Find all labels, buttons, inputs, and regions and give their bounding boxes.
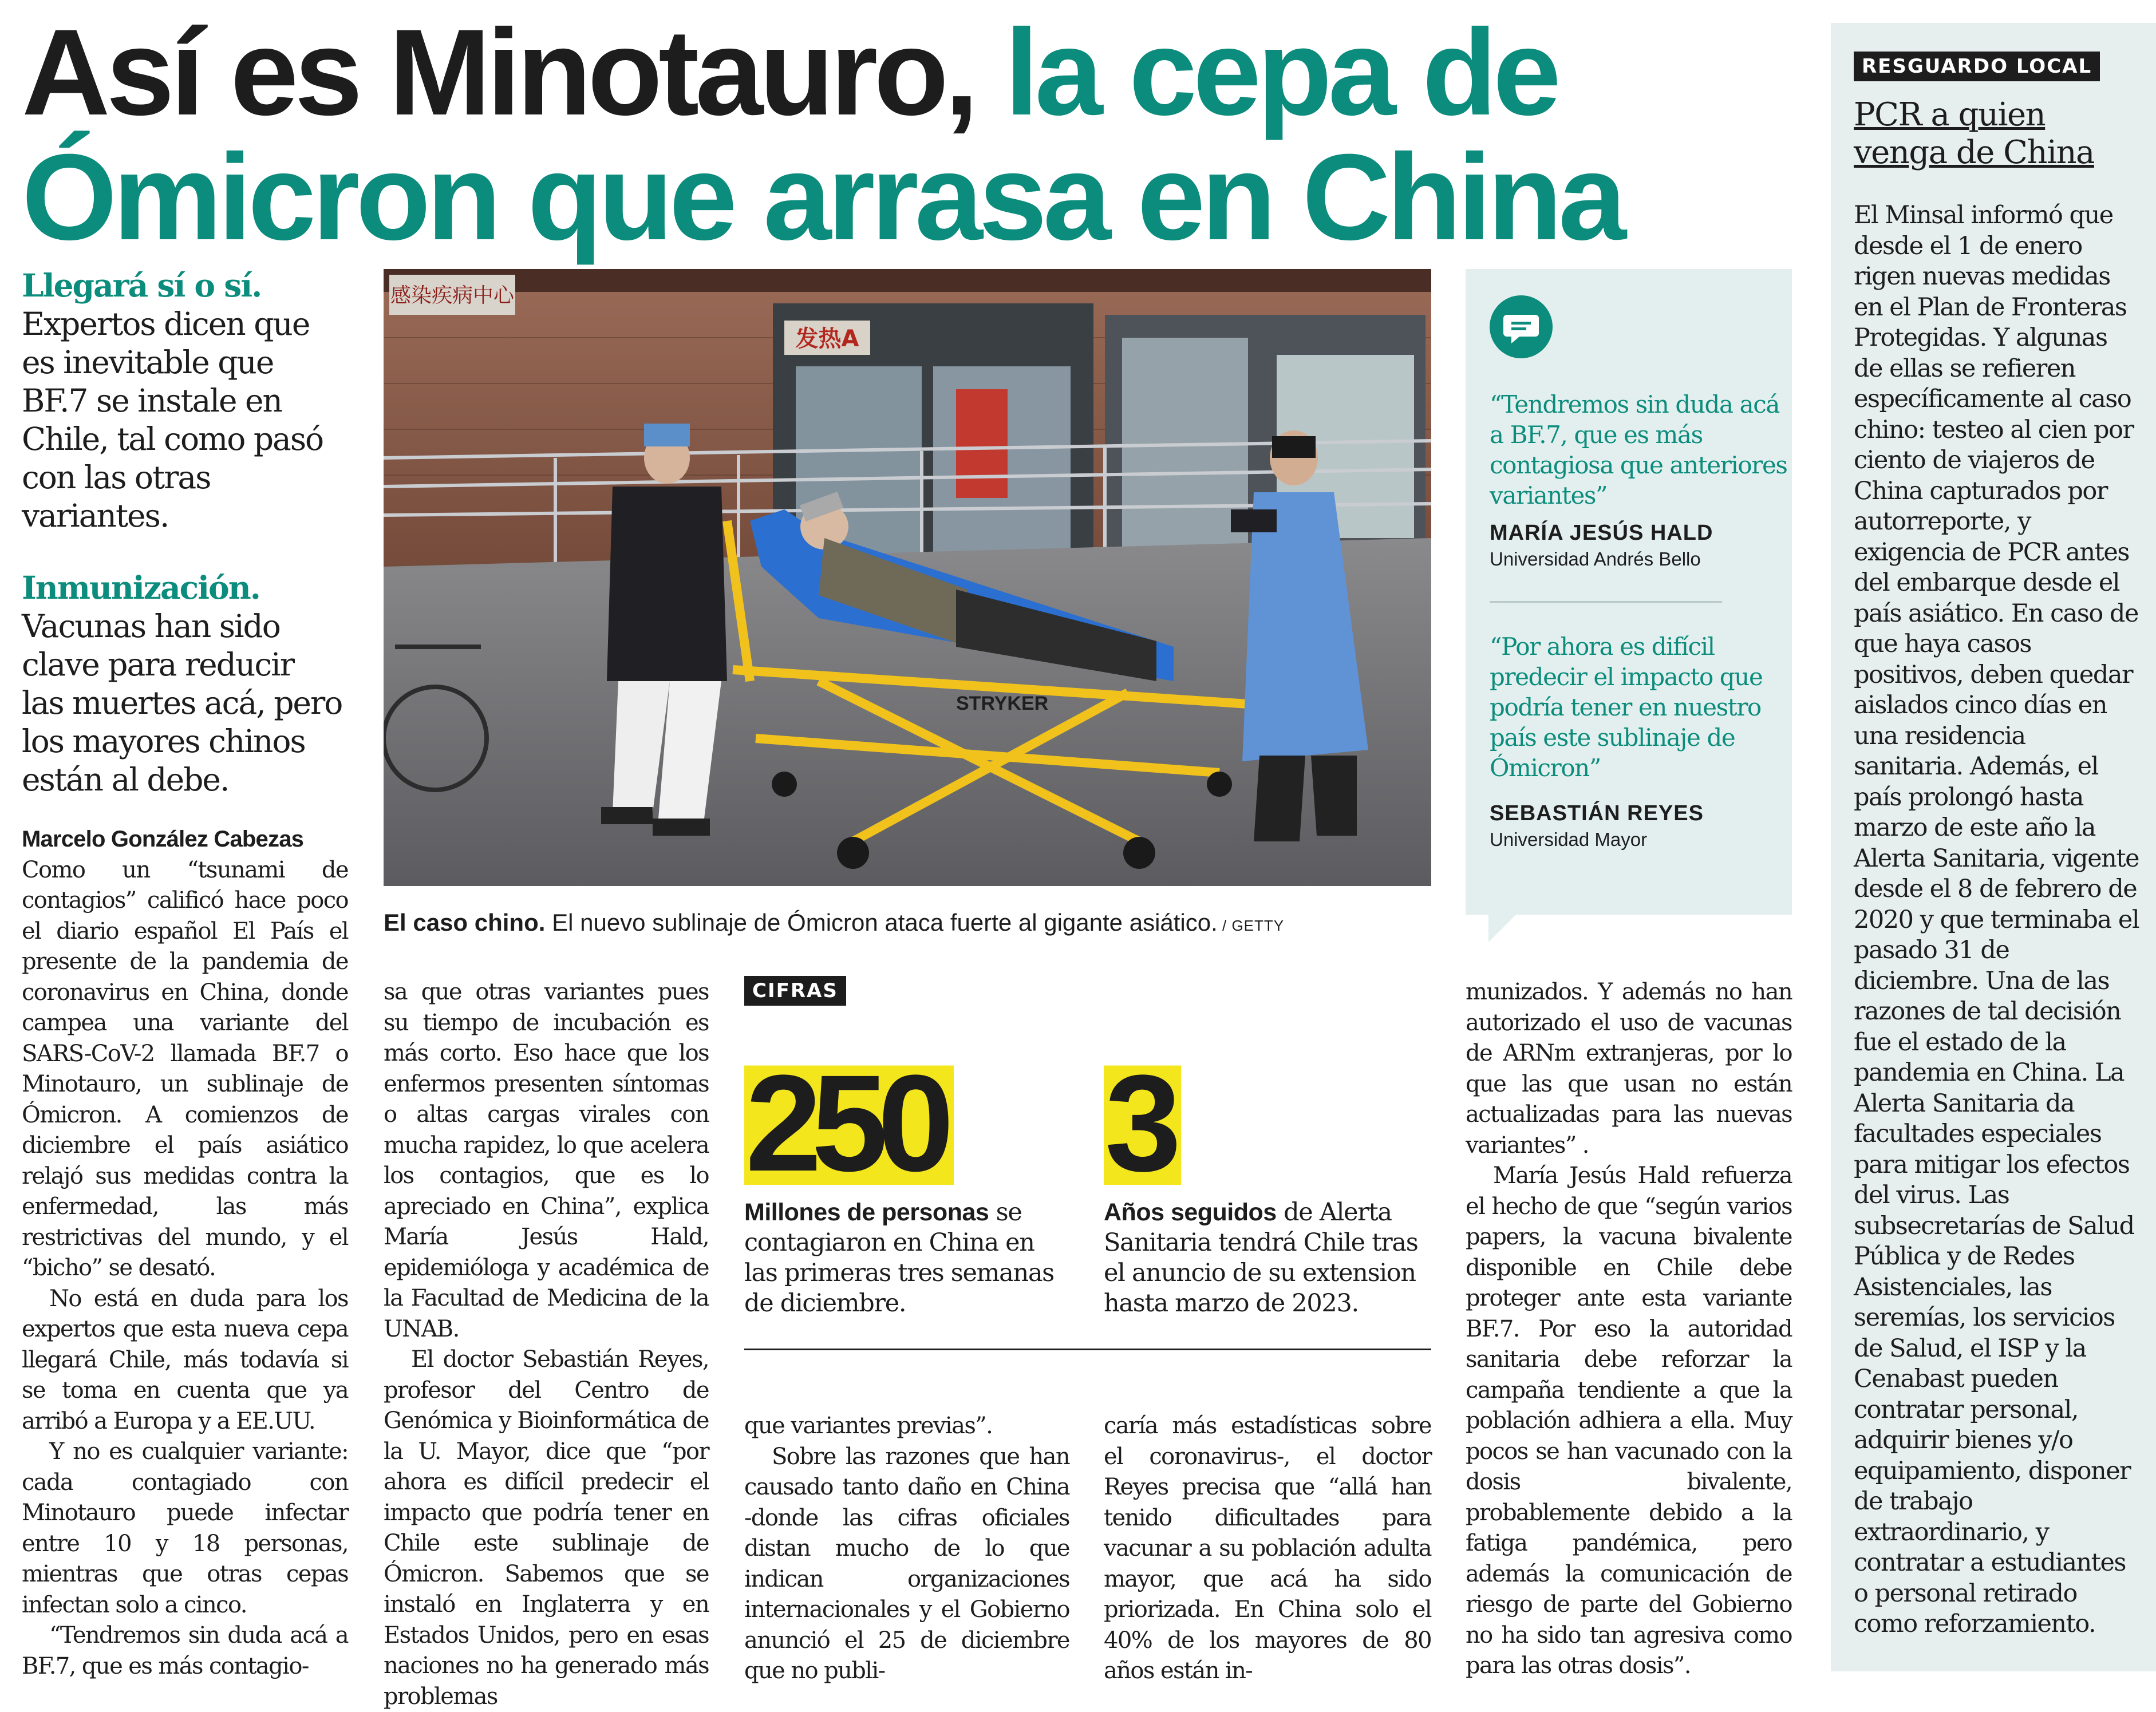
- hospital-scene-illustration: [384, 269, 1431, 886]
- stretcher-brand-text: STRYKER: [956, 693, 1049, 714]
- byline: Marcelo González Cabezas: [22, 827, 304, 852]
- article-column-5: [1466, 977, 1792, 1682]
- sidebar-title: PCR a quien venga de China: [1854, 96, 2094, 171]
- speech-bubble-icon: [1490, 295, 1553, 358]
- paragraph: No está en duda para los expertos que esta nueva cepa llegará Chile, más todavía si se toma en cuenta que ya arribó a Europa y a EE.UU.: [22, 1285, 348, 1434]
- headline-part1: Así es Minotauro,: [22, 4, 975, 141]
- quote-author-name: SEBASTIÁN REYES: [1490, 801, 1704, 825]
- stat-text: de Alerta Sanitaria tendrá Chile tras el anuncio de su extension hasta marzo de 2023.: [1104, 1198, 1418, 1318]
- article-column-1: [22, 824, 348, 1682]
- paragraph: Y no es cualquier variante: cada contagiado con Minotauro puede infectar entre 10 y 18 personas, mientras que otras cepas infectan solo a cinco.: [22, 1438, 348, 1618]
- caption-text: El nuevo sublinaje de Ómicron ataca fuerte al gigante asiático.: [545, 909, 1218, 936]
- deck-text: Vacunas han sido clave para reducir las muertes acá, pero los mayores chinos están al debe.: [22, 608, 342, 798]
- paragraph: munizados. Y además no han autorizado el uso de vacunas de ARNm extranjeras, por lo que las que usan no están actualizadas para las nuevas variantes” .: [1466, 979, 1792, 1159]
- stat-number: 250: [744, 1062, 954, 1185]
- quote-divider: [1490, 601, 1722, 603]
- headline: [22, 4, 1814, 266]
- deck-lead: Inmunización.: [22, 569, 260, 606]
- paragraph: María Jesús Hald refuerza el hecho de que “según varios papers, la vacuna bivalente disponible en Chile debe proteger ante esta variante BF.7. Por eso la autoridad sanitaria debe reforzar la campaña tendiente a que la población adhiera a ella. Muy pocos se han vacunado con la dosis bivalente, probablemente debido a la fatiga pandémica, pero además la comunicación de riesgo de parte del Gobierno no ha sido tan agresiva como para las otras dosis”.: [1466, 1163, 1792, 1679]
- paragraph: Como un “tsunami de contagios” calificó hace poco el diario español El País el presente de la pandemia de coronavirus en China, donde campea una variante del SARS-CoV-2 llamada BF.7 o Minotauro, un sublinaje de Ómicron. A comienzos de diciembre el país asiático relajó sus medidas contra la enfermedad, las más restrictivas del mundo, y el “bicho” se desató.: [22, 856, 348, 1281]
- sidebar-tag: RESGUARDO LOCAL: [1854, 52, 2100, 81]
- sign-left-text: 感染疾病中心: [390, 284, 515, 307]
- sidebar-body: El Minsal informó que desde el 1 de enero rigen nuevas medidas en el Plan de Fronteras Protegidas. Y algunas de ellas se refieren específicamente al caso chino: testeo al cien por ciento de viajeros de China capturados por autorreporte, y exigencia de PCR antes del embarque desde el país asiático. En caso de que haya casos positivos, deben quedar aislados cinco días en una residencia sanitaria. Además, el país prolongó hasta marzo de este año la Alerta Sanitaria, vigente desde el 8 de febrero de 2020 y que terminaba el pasado 31 de diciembre. Una de las razones de tal decisión fue el estado de la pandemia en China. La Alerta Sanitaria da facultades especiales para mitigar los efectos del virus. Las subsecretarías de Salud Pública y de Redes Asistenciales, las seremías, los servicios de Salud, el ISP y la Cenabast pueden contratar personal, adquirir bienes y/o equipamiento, disponer de trabajo extraordinario, y contratar a estudiantes o personal retirado como reforzamiento.: [1854, 201, 2139, 1638]
- deck-lead: Llegará sí o sí.: [22, 267, 262, 304]
- deck-item: [22, 568, 342, 799]
- headline-part2: la cepa de Ómicron que arrasa en China: [22, 4, 1623, 266]
- deck-text: Expertos dicen que es inevitable que BF.7 se instale en Chile, tal como pasó con las otras variantes.: [22, 306, 323, 534]
- sign-fever-text: 发热A: [795, 326, 859, 352]
- stat-lead: Años seguidos: [1104, 1199, 1277, 1226]
- cifras-divider: [744, 1349, 1431, 1350]
- deck-item: [22, 266, 342, 535]
- stat-number-box: [1104, 1046, 1181, 1200]
- quote-author-name: MARÍA JESÚS HALD: [1490, 521, 1713, 545]
- quote-author-affiliation: Universidad Andrés Bello: [1490, 548, 1701, 570]
- paragraph: caría más estadísticas sobre el coronavirus-, el doctor Reyes precisa que “allá han tenido dificultades para vacunar a su población adulta mayor, que acá ha sido priorizada. En China solo el 40% de los mayores de 80 años están in-: [1104, 1413, 1431, 1684]
- paragraph: “Tendremos sin duda acá a BF.7, que es más contagio-: [22, 1622, 348, 1679]
- speech-bubble-glyph: [1490, 295, 1553, 358]
- quote-author-affiliation: Universidad Mayor: [1490, 829, 1648, 850]
- caption-lead: El caso chino.: [384, 909, 546, 936]
- stat-text: se contagiaron en China en las primeras tres semanas de diciembre.: [744, 1198, 1054, 1318]
- quote-text: “Por ahora es difícil predecir el impacto que podría tener en nuestro país este sublinaje de Ómicron”: [1490, 632, 1763, 782]
- stat-number: 3: [1104, 1062, 1181, 1185]
- article-column-2: [384, 977, 709, 1712]
- news-photo: [384, 269, 1431, 886]
- cifras-tag: CIFRAS: [744, 976, 846, 1006]
- deck: [22, 266, 342, 832]
- stat-description: [744, 1197, 1065, 1319]
- article-column-3: [744, 1411, 1069, 1687]
- photo-caption: [384, 909, 1460, 936]
- quote-box-tail: [1488, 909, 1522, 942]
- quote-text: “Tendremos sin duda acá a BF.7, que es más contagiosa que anteriores variantes”: [1490, 390, 1787, 509]
- photo-credit: / GETTY: [1217, 917, 1285, 934]
- paragraph: Sobre las razones que han causado tanto daño en China -donde las cifras oficiales distan mucho de lo que indican organizaciones internacionales y el Gobierno anunció el 25 de diciembre que no publi-: [744, 1443, 1069, 1684]
- stat-number-box: [744, 1046, 954, 1200]
- paragraph: El doctor Sebastián Reyes, profesor del Centro de Genómica y Bioinformática de la U. Mayor, dice que “por ahora es difícil predecir el impacto que podría tener en Chile este sublinaje de Ómicron. Sabemos que se instaló en Inglaterra y en Estados Unidos, pero en esas naciones no ha generado más problemas: [384, 1346, 709, 1710]
- article-column-4: [1104, 1411, 1431, 1687]
- paragraph: que variantes previas”.: [744, 1413, 993, 1439]
- paragraph: sa que otras variantes pues su tiempo de incubación es más corto. Eso hace que los enfermos presenten síntomas o altas cargas virales con mucha rapidez, lo que acelera los contagios, que es lo apreciado en China”, explica María Jesús Hald, epidemióloga y académica de la Facultad de Medicina de la UNAB.: [384, 979, 709, 1342]
- stat-description: [1104, 1197, 1424, 1319]
- stat-lead: Millones de personas: [744, 1199, 989, 1226]
